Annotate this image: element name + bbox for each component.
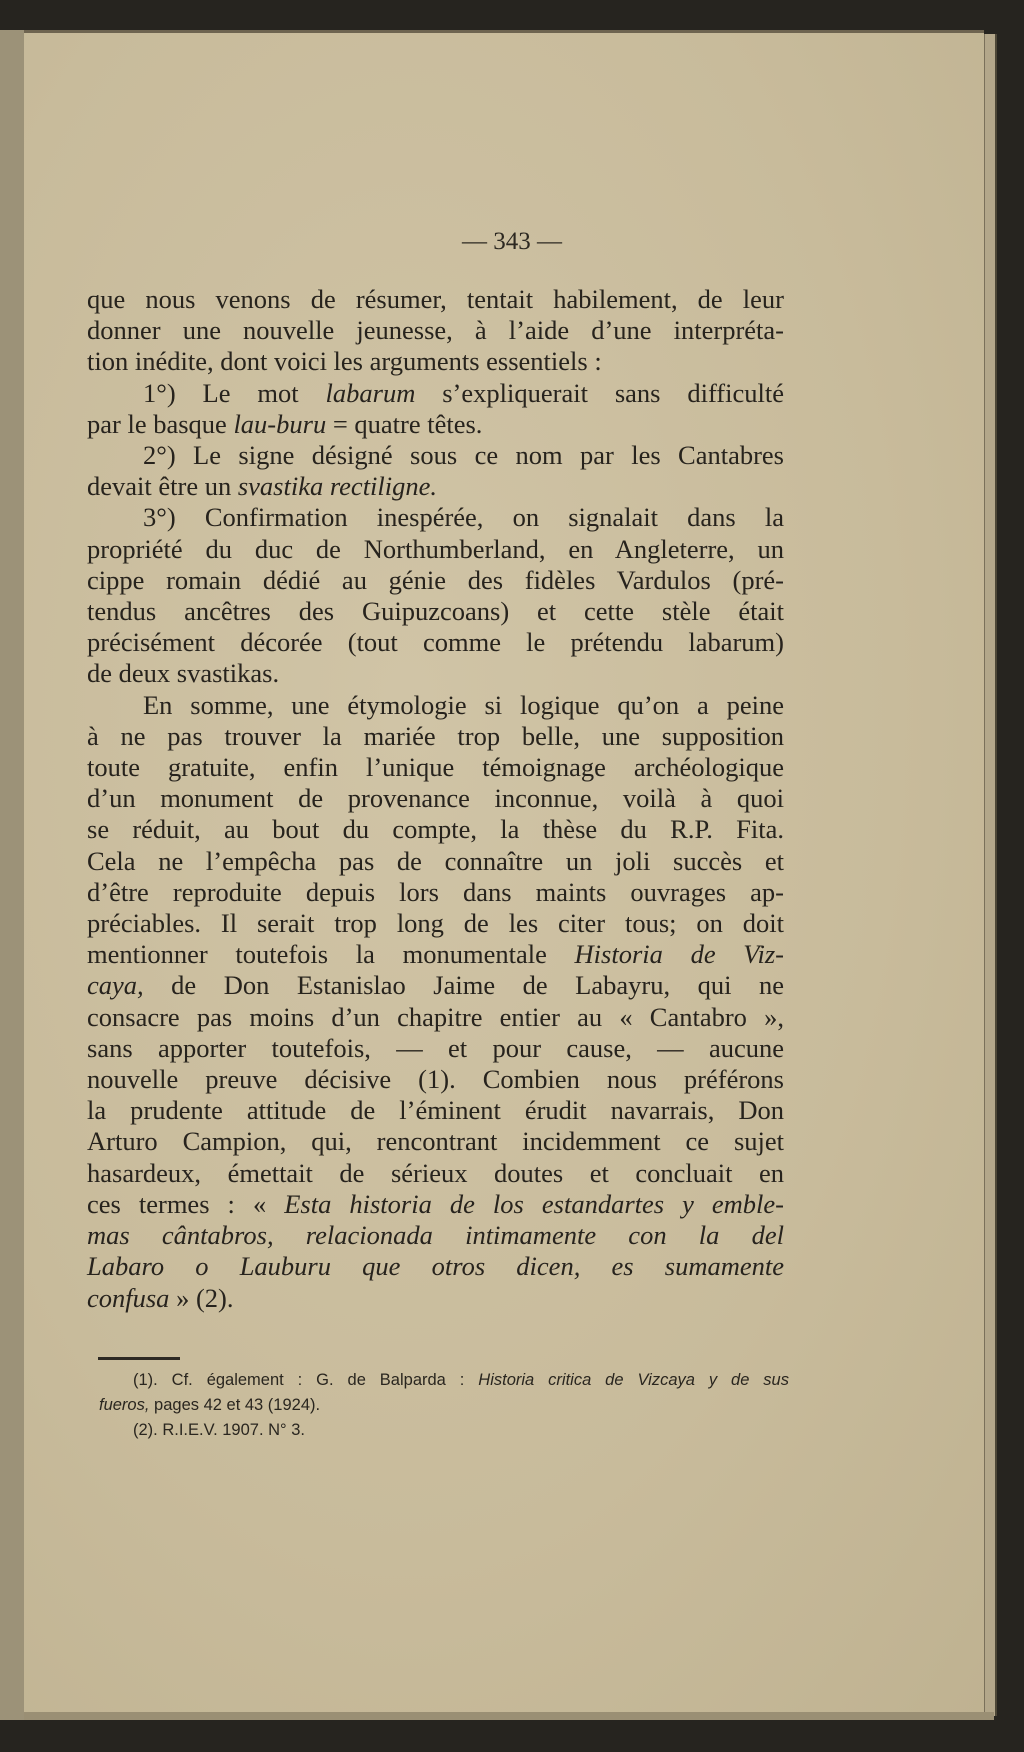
text-segment: se réduit, au bout du compte, la thèse du R.P. Fita. [87,814,784,845]
text-line [87,721,784,752]
text-line [87,378,784,409]
text-segment: d’être reproduite depuis lors dans maints ouvrages ap- [87,876,784,907]
text-segment: 2°) Le signe désigné sous ce nom par les Cantabres [143,440,784,471]
text-segment: tion inédite, dont voici les arguments essentiels : [87,346,602,377]
text-segment: préciables. Il serait trop long de les citer tous; on doit [87,908,784,939]
text-line [87,970,784,1001]
page-bottom-edge [24,1712,994,1720]
text-segment: précisément décorée (tout comme le prétendu labarum) [87,627,784,658]
text-line [87,471,784,502]
footnote-line [99,1393,789,1418]
text-segment: pages 42 et 43 (1924). [149,1396,321,1414]
italic-text: lau-buru [233,408,327,439]
text-segment: donner une nouvelle jeunesse, à l’aide d’une interpréta- [87,315,784,346]
text-segment: = quatre têtes. [326,408,483,439]
italic-text: fueros, [99,1396,150,1414]
text-line [87,502,784,533]
text-line [87,627,784,658]
text-segment: 1°) Le mot [143,377,326,408]
text-line [87,534,784,565]
text-line [87,1251,784,1282]
text-segment: (1). Cf. également : G. de Balparda : [133,1371,479,1389]
text-segment: cippe romain dédié au génie des fidèles Vardulos (pré- [87,564,784,595]
text-line [87,596,784,627]
text-line [87,346,784,377]
text-line [87,315,784,346]
text-segment: sans apporter toutefois, — et pour cause, — aucune [87,1032,784,1063]
text-line [87,1002,784,1033]
italic-text: mas cântabros, relacionada intimamente con la del [87,1220,784,1251]
text-segment: (2). R.I.E.V. 1907. N° 3. [133,1421,305,1439]
text-line [87,1189,784,1220]
text-line [87,1220,784,1251]
text-line [87,440,784,471]
text-line [87,565,784,596]
text-line [87,783,784,814]
text-line [87,409,784,440]
text-line [87,1126,784,1157]
text-segment: hasardeux, émettait de sérieux doutes et concluait en [87,1157,784,1188]
text-segment: s’expliquerait sans difficulté [415,377,784,408]
text-segment: par le basque [87,408,234,439]
text-line [87,690,784,721]
text-segment: 3°) Confirmation inespérée, on signalait dans la [143,502,784,533]
adjacent-page-edge [0,30,26,1720]
text-segment: toute gratuite, enfin l’unique témoignage archéologique [87,752,784,783]
text-segment: En somme, une étymologie si logique qu’on a peine [143,689,784,720]
footnotes [99,1368,789,1443]
page-number: — 343 — [462,228,562,255]
footnote-separator [98,1357,180,1360]
text-segment: propriété du duc de Northumberland, en Angleterre, un [87,533,784,564]
text-segment: nouvelle preuve décisive (1). Combien nous préférons [87,1064,784,1095]
text-line [87,284,784,315]
text-segment: ces termes : « [87,1188,285,1219]
text-segment: tendus ancêtres des Guipuzcoans) et cette stèle était [87,596,784,627]
body-text [87,284,784,1314]
text-segment: devait être un [87,471,238,502]
italic-text: labarum [325,377,416,408]
italic-text: svastika rectiligne. [237,471,438,502]
text-line [87,1283,784,1314]
text-line [87,1033,784,1064]
text-segment: » (2). [169,1282,234,1313]
text-line [87,1064,784,1095]
text-line [87,658,784,689]
italic-text: Esta historia de los estandartes y emble- [284,1188,785,1219]
text-segment: consacre pas moins d’un chapitre entier au « Cantabro », [87,1001,784,1032]
text-segment: Cela ne l’empêcha pas de connaître un joli succès et [87,845,784,876]
text-line [87,752,784,783]
text-line [87,877,784,908]
text-segment: mentionner toutefois la monumentale [87,939,575,970]
italic-text: Historia critica de Vizcaya y de sus [478,1371,789,1389]
text-segment: la prudente attitude de l’éminent érudit navarrais, Don [87,1095,784,1126]
text-line [87,846,784,877]
text-line [87,908,784,939]
text-segment: d’un monument de provenance inconnue, voilà à quoi [87,783,784,814]
text-line [87,1095,784,1126]
text-segment: que nous venons de résumer, tentait habilement, de leur [87,284,784,314]
text-line [87,939,784,970]
footnote-line [99,1418,789,1443]
text-segment: de deux svastikas. [87,658,280,689]
italic-text: Historia de Viz- [574,939,784,970]
text-segment: Arturo Campion, qui, rencontrant incidemment ce sujet [87,1126,784,1157]
italic-text: confusa [87,1282,170,1313]
text-line [87,814,784,845]
text-segment: de Don Estanislao Jaime de Labayru, qui ne [143,970,784,1001]
page-stack-edge [984,34,997,1716]
text-line [87,1158,784,1189]
italic-text: Labaro o Lauburu que otros dicen, es sumamente [87,1251,784,1282]
italic-text: caya, [87,970,144,1001]
footnote-line [99,1368,789,1393]
text-segment: à ne pas trouver la mariée trop belle, une supposition [87,720,784,751]
